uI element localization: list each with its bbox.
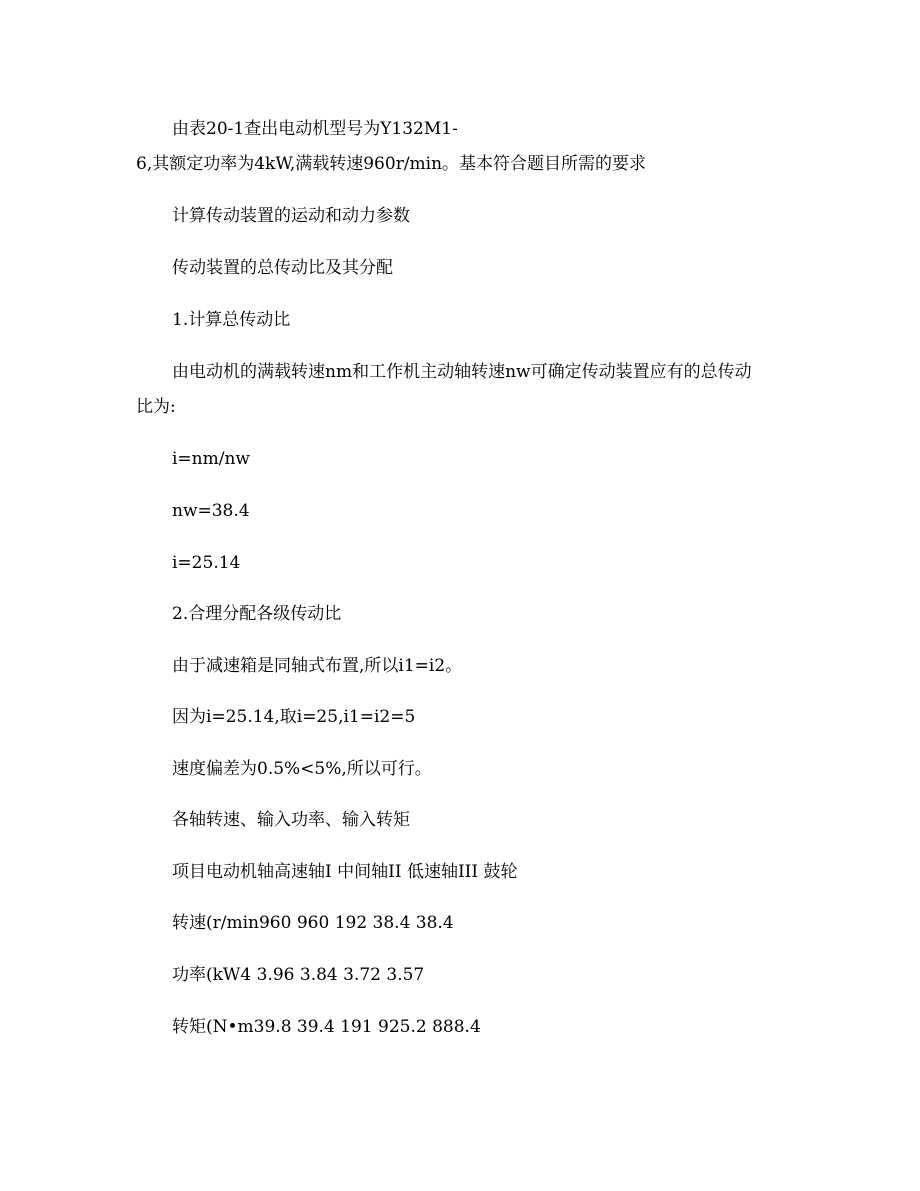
deviation-note: 速度偏差为0.5%<5%,所以可行。 [172, 759, 432, 779]
value-nw: nw=38.4 [172, 501, 250, 521]
table-header: 项目电动机轴高速轴I 中间轴II 低速轴III 鼓轮 [172, 862, 518, 882]
coaxial-note: 由于减速箱是同轴式布置,所以i1=i2。 [172, 656, 463, 676]
motor-model-line1: 由表20-1查出电动机型号为Y132M1- [172, 119, 458, 139]
formula-i: i=nm/nw [172, 449, 250, 469]
step1-heading: 1.计算总传动比 [172, 310, 291, 330]
table-row-torque: 转矩(N•m39.8 39.4 191 925.2 888.4 [172, 1017, 481, 1037]
ratio-choice: 因为i=25.14,取i=25,i1=i2=5 [172, 707, 416, 727]
table-row-speed: 转速(r/min960 960 192 38.4 38.4 [172, 913, 454, 933]
value-i: i=25.14 [172, 553, 241, 573]
step2-heading: 2.合理分配各级传动比 [172, 604, 342, 624]
ratio-desc-line2: 比为: [136, 397, 176, 417]
ratio-desc-line1: 由电动机的满载转速nm和工作机主动轴转速nw可确定传动装置应有的总传动 [172, 362, 752, 382]
section-heading: 计算传动装置的运动和动力参数 [172, 206, 410, 226]
motor-model-line2: 6,其额定功率为4kW,满载转速960r/min。基本符合题目所需的要求 [136, 154, 647, 174]
table-title: 各轴转速、输入功率、输入转矩 [172, 810, 410, 830]
subsection-heading: 传动装置的总传动比及其分配 [172, 258, 393, 278]
table-row-power: 功率(kW4 3.96 3.84 3.72 3.57 [172, 965, 425, 985]
